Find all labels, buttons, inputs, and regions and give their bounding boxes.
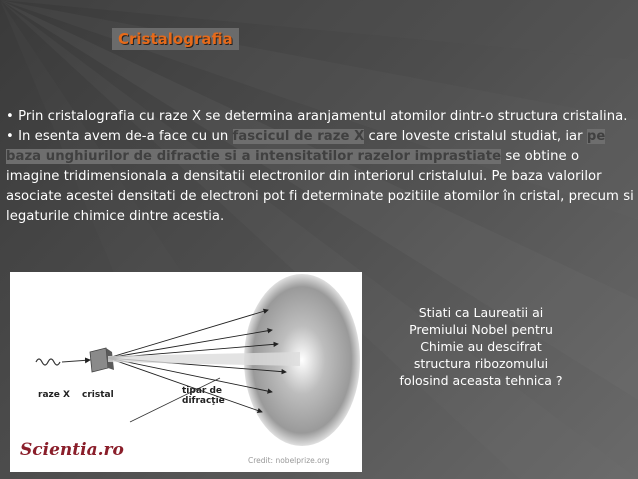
xray-wave [36,359,60,365]
scientia-logo: Scientia.ro [20,440,124,460]
label-crystal: cristal [82,390,114,400]
bullet-2-start: • In esenta avem de-a face cu un [6,129,233,144]
diffraction-figure [10,272,362,472]
crystal-shape [90,348,108,372]
slide-title: Cristalografia [112,28,239,50]
bullet-2 [6,127,634,227]
body-text [6,107,634,227]
bullet-1: • Prin cristalografia cu raze X se determina aranjamentul atomilor dintr-o structura cristalina. [6,109,628,124]
side-note: Stiati ca Laureatii ai Premiului Nobel pentru Chimie au descifrat structura ribozomului folosind aceasta tehnica ? [399,305,563,388]
image-credit: Credit: nobelprize.org [248,456,330,465]
label-diffraction-pattern: tipar de difracţie [182,386,225,406]
bullet-2-end: se obtine o imagine tridimensionala a densitatii electronilor din interiorul cristalului. Pe baza valorilor asociate acestei densitati de electroni pot fi determinate pozitiile atomilor în cristal, precum si legaturile chimice dintre acestia. [6,149,634,224]
highlight-xray-beam: fascicul de raze X [232,129,365,144]
bullet-2-mid: care loveste cristalul studiat, iar [364,129,587,144]
label-xray: raze X [38,390,70,400]
highlight-diffraction: pe baza unghiurilor de difractie si a intensitatilor razelor imprastiate [6,129,606,164]
